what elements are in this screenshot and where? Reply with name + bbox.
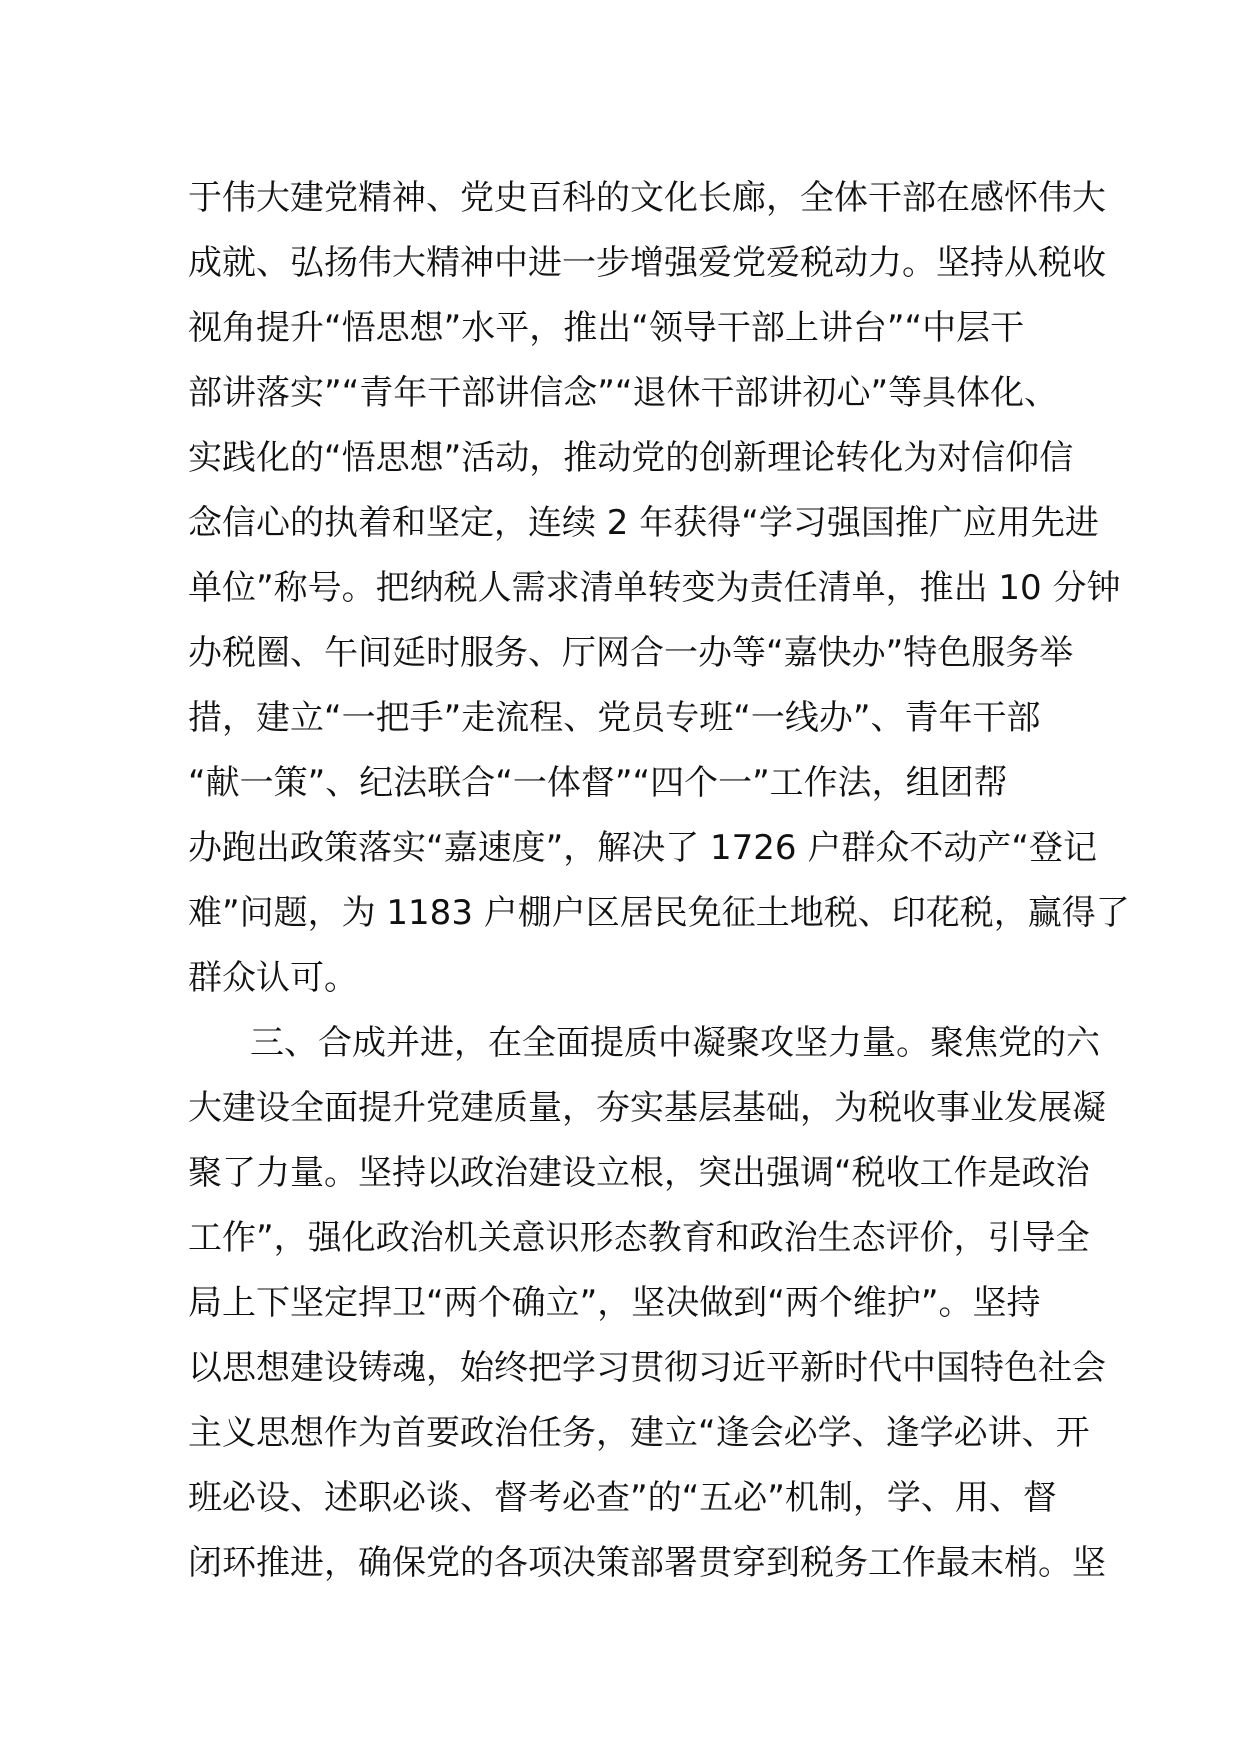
text-line: 大建设全面提升党建质量，夯实基层基础，为税收事业发展凝 [188,1088,1106,1128]
text-line: 难”问题，为 1183 户棚户区居民免征土地税、印花税，赢得了 [188,893,1130,933]
text-line: 工作”，强化政治机关意识形态教育和政治生态评价，引导全 [188,1218,1090,1258]
text-line: 办税圈、午间延时服务、厅网合一办等“嘉快办”特色服务举 [188,633,1074,673]
text-line: 班必设、述职必谈、督考必查”的“五必”机制，学、用、督 [188,1478,1057,1518]
text-line: 部讲落实”“青年干部讲信念”“退休干部讲初心”等具体化、 [188,373,1059,413]
text-line: 于伟大建党精神、党史百科的文化长廊，全体干部在感怀伟大 [188,178,1106,218]
text-line: 局上下坚定捍卫“两个确立”，坚决做到“两个维护”。坚持 [188,1283,1041,1323]
text-line: 念信心的执着和坚定，连续 2 年获得“学习强国推广应用先进 [188,503,1099,543]
text-line: 闭环推进，确保党的各项决策部署贯穿到税务工作最末梢。坚 [188,1543,1106,1583]
text-line: 以思想建设铸魂，始终把学习贯彻习近平新时代中国特色社会 [188,1348,1106,1388]
text-line: 措，建立“一把手”走流程、党员专班“一线办”、青年干部 [188,698,1041,738]
text-line: 办跑出政策落实“嘉速度”，解决了 1726 户群众不动产“登记 [188,828,1097,868]
text-line: 主义思想作为首要政治任务，建立“逢会必学、逢学必讲、开 [188,1413,1090,1453]
text-line: 单位”称号。把纳税人需求清单转变为责任清单，推出 10 分钟 [188,568,1121,608]
text-line: 视角提升“悟思想”水平，推出“领导干部上讲台”“中层干 [188,308,1025,348]
text-line: 成就、弘扬伟大精神中进一步增强爱党爱税动力。坚持从税收 [188,243,1106,283]
text-line: 实践化的“悟思想”活动，推动党的创新理论转化为对信仰信 [188,438,1074,478]
text-line: “献一策”、纪法联合“一体督”“四个一”工作法，组团帮 [188,763,1008,803]
section-heading-line: 三、合成并进，在全面提质中凝聚攻坚力量。聚焦党的六 [250,1023,1100,1063]
text-line: 群众认可。 [188,958,358,998]
body-text [188,166,1130,1596]
text-line: 聚了力量。坚持以政治建设立根，突出强调“税收工作是政治 [188,1153,1090,1193]
